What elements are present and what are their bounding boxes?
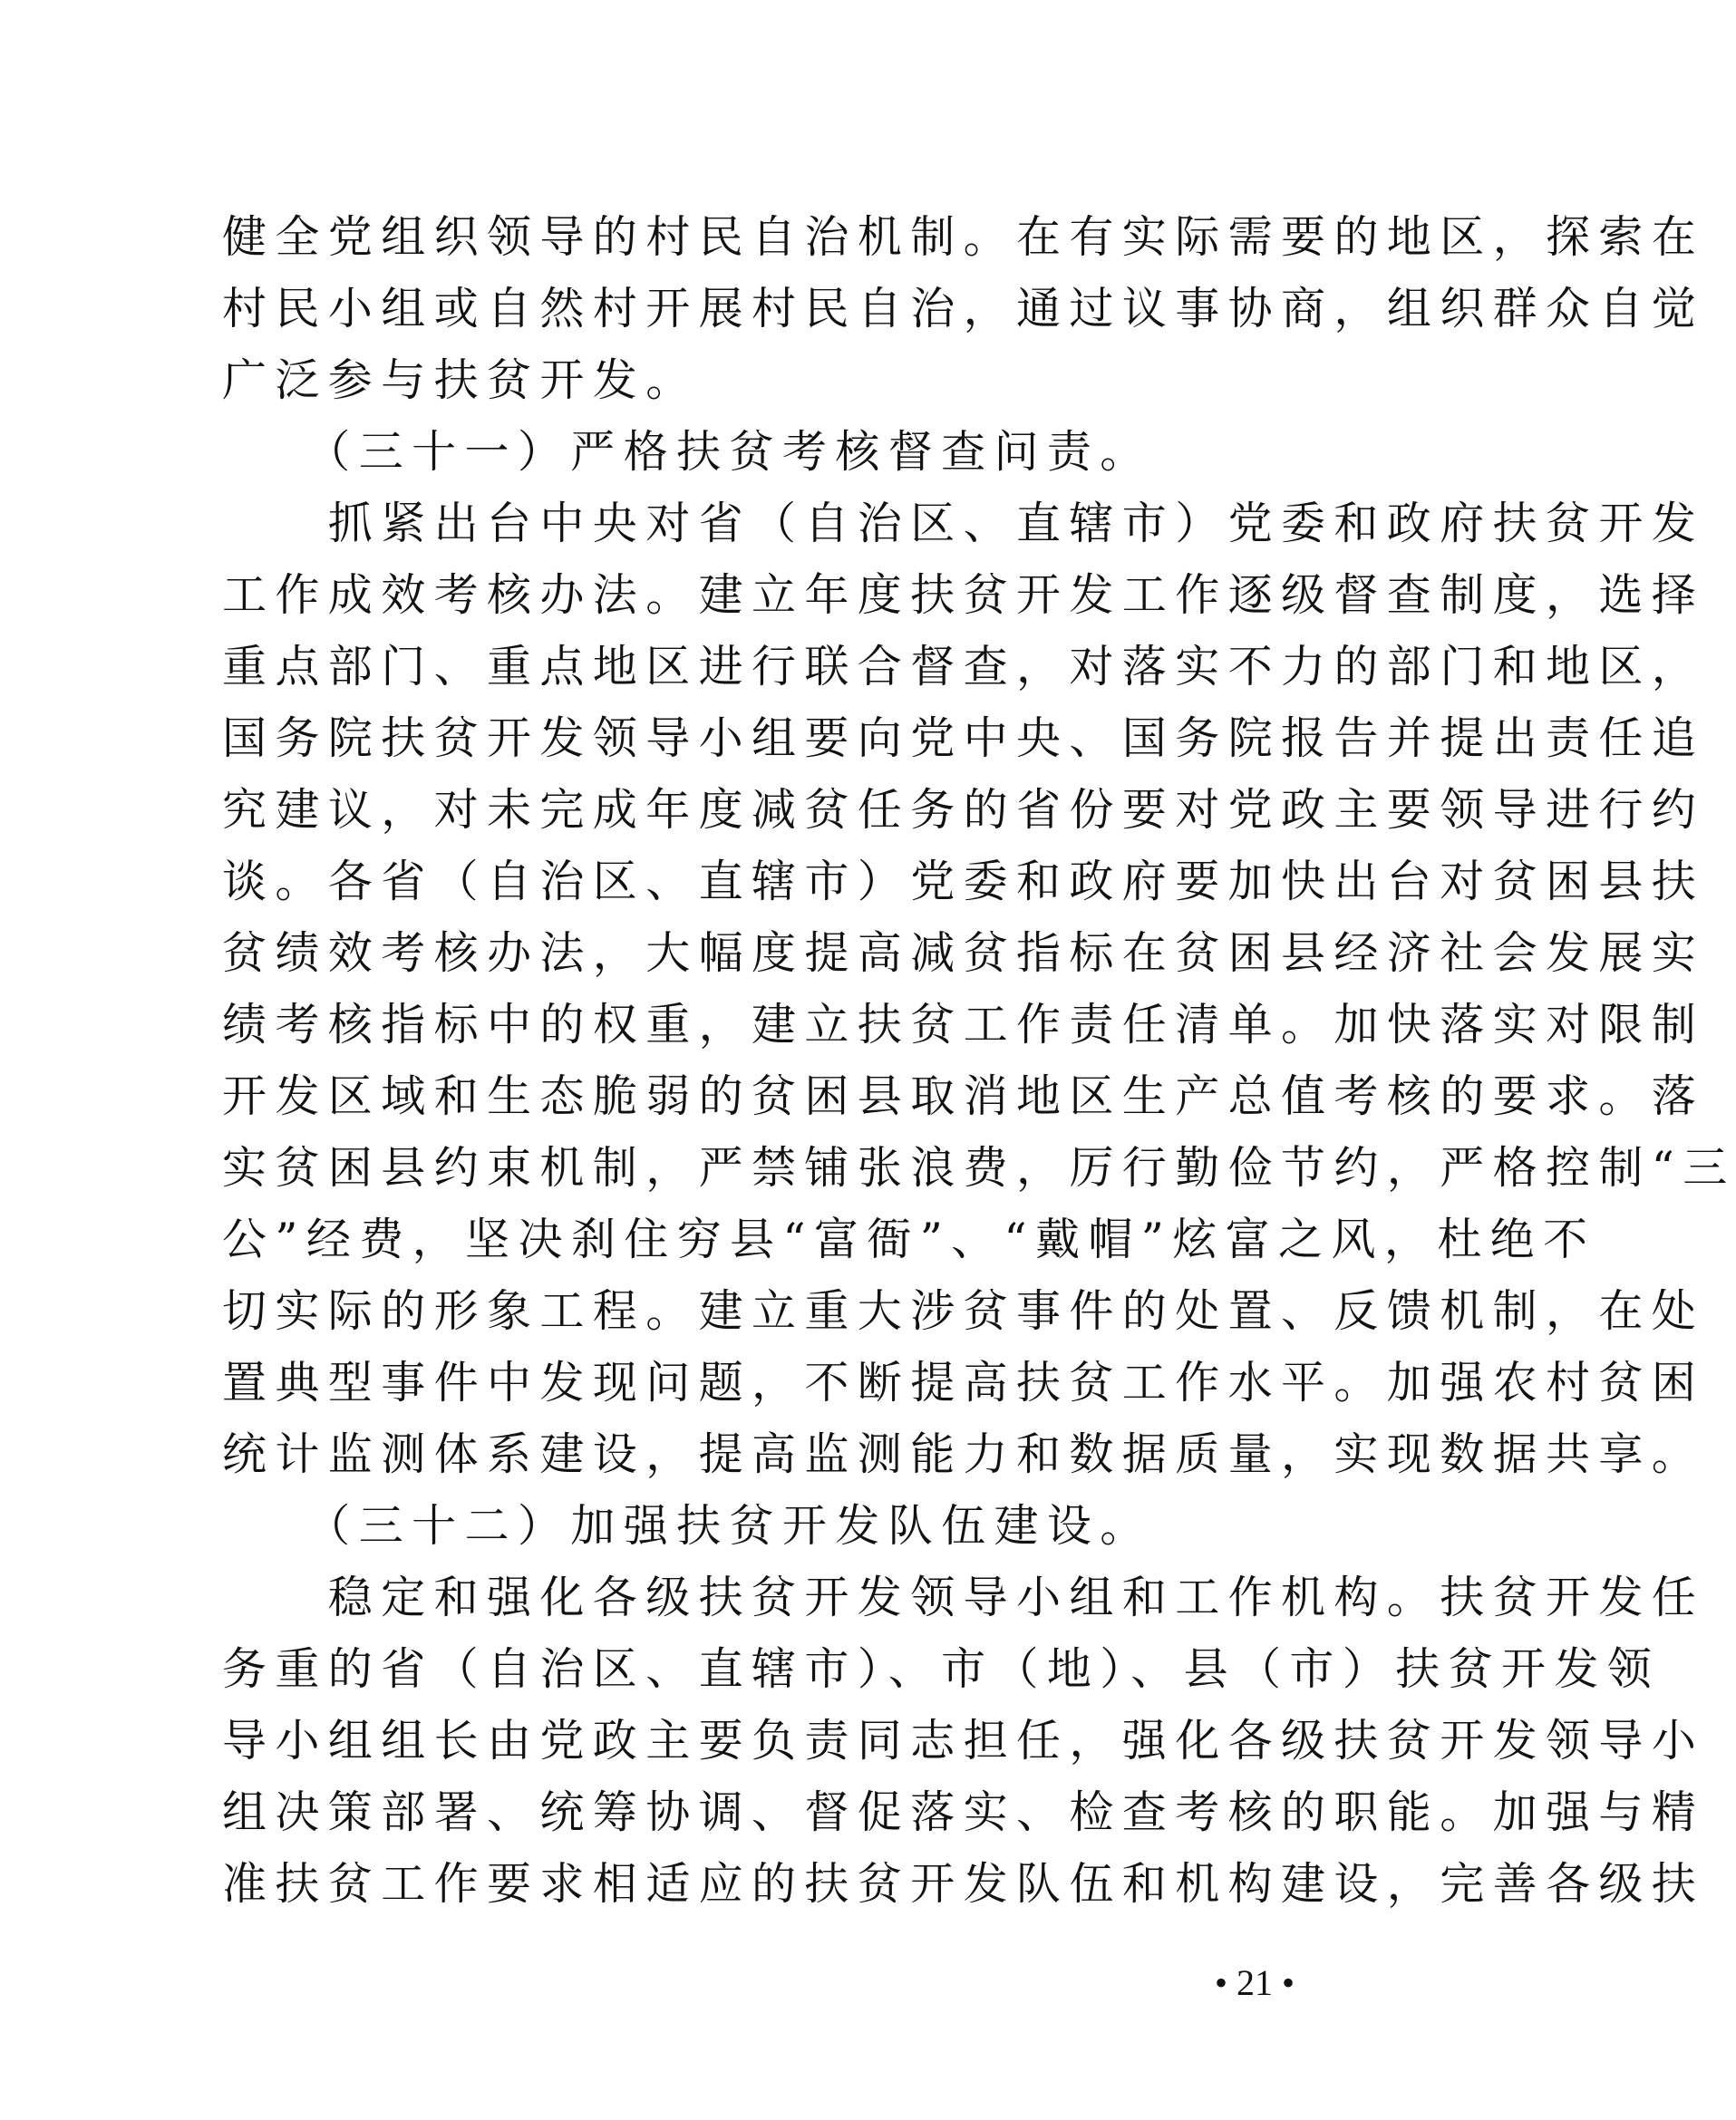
text-line: 组决策部署、统筹协调、督促落实、检查考核的职能。加强与精 xyxy=(222,1786,1705,1838)
text-line: 统计监测体系建设，提高监测能力和数据质量，实现数据共享。 xyxy=(222,1428,1705,1480)
text-line: 切实际的形象工程。建立重大涉贫事件的处置、反馈机制，在处 xyxy=(222,1285,1705,1337)
text-line: 绩考核指标中的权重，建立扶贫工作责任清单。加快落实对限制 xyxy=(222,999,1705,1050)
text-line: 务重的省（自治区、直辖市）、市（地）、县（市）扶贫开发领 xyxy=(222,1643,1661,1695)
text-line: 贫绩效考核办法，大幅度提高减贫指标在贫困县经济社会发展实 xyxy=(222,927,1705,979)
page-number: • 21 • xyxy=(1214,1962,1295,2003)
text-line: 准扶贫工作要求相适应的扶贫开发队伍和机构建设，完善各级扶 xyxy=(222,1858,1705,1910)
text-line: 广泛参与扶贫开发。 xyxy=(222,354,699,406)
text-line: 究建议，对未完成年度减贫任务的省份要对党政主要领导进行约 xyxy=(222,784,1705,836)
text-line: 抓紧出台中央对省（自治区、直辖市）党委和政府扶贫开发 xyxy=(222,498,1705,549)
text-line: 置典型事件中发现问题，不断提高扶贫工作水平。加强农村贫困 xyxy=(222,1357,1705,1408)
text-line: 重点部门、重点地区进行联合督查，对落实不力的部门和地区， xyxy=(222,641,1705,692)
text-line: 稳定和强化各级扶贫开发领导小组和工作机构。扶贫开发任 xyxy=(222,1572,1705,1623)
section-heading: （三十二）加强扶贫开发队伍建设。 xyxy=(222,1500,1153,1552)
text-line: 导小组组长由党政主要负责同志担任，强化各级扶贫开发领导小 xyxy=(222,1715,1705,1767)
section-heading: （三十一）严格扶贫考核督查问责。 xyxy=(222,426,1153,478)
text-line: 工作成效考核办法。建立年度扶贫开发工作逐级督查制度，选择 xyxy=(222,569,1705,621)
text-line: 健全党组织领导的村民自治机制。在有实际需要的地区，探索在 xyxy=(222,211,1705,263)
text-line: 开发区域和生态脆弱的贫困县取消地区生产总值考核的要求。落 xyxy=(222,1070,1705,1122)
text-line: 国务院扶贫开发领导小组要向党中央、国务院报告并提出责任追 xyxy=(222,712,1705,764)
text-line: 谈。各省（自治区、直辖市）党委和政府要加快出台对贫困县扶 xyxy=(222,856,1705,907)
text-line: 公”经费，坚决刹住穷县“富衙”、“戴帽”炫富之风，杜绝不 xyxy=(222,1214,1596,1265)
text-line: 实贫困县约束机制，严禁铺张浪费，厉行勤俭节约，严格控制“三 xyxy=(222,1142,1736,1194)
text-line: 村民小组或自然村开展村民自治，通过议事协商，组织群众自觉 xyxy=(222,283,1705,334)
